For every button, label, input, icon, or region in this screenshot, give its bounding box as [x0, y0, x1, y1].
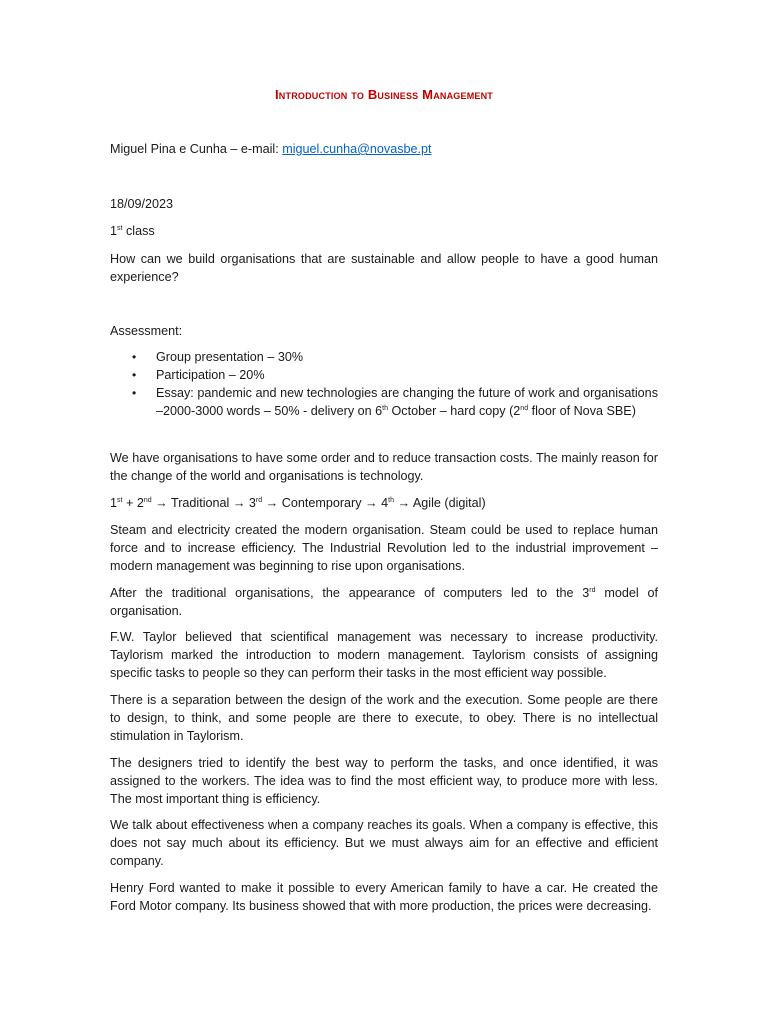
- paragraph-separation: There is a separation between the design of the work and the execution. Some people are there to design, to think, and some people are there to execute, to obey. There is no intellectual stimulation in Taylorism.: [110, 693, 658, 743]
- models-text: → Contemporary → 4: [262, 496, 389, 510]
- ordinal-sup: nd: [520, 405, 529, 412]
- ordinal-sup: th: [382, 405, 388, 412]
- class-text: class: [122, 224, 155, 238]
- class-line: [110, 222, 658, 240]
- ordinal-sup: nd: [143, 497, 152, 504]
- paragraph-computers: [110, 584, 658, 620]
- author-text: Miguel Pina e Cunha – e-mail:: [110, 142, 283, 156]
- models-line: [110, 494, 658, 512]
- assessment-label: Assessment:: [110, 324, 183, 338]
- class-ordinal: st: [117, 225, 123, 232]
- paragraph-text: After the traditional organisations, the appearance of computers led to the 3: [110, 586, 590, 600]
- bullet-icon: •: [132, 386, 137, 400]
- ordinal-sup: th: [388, 497, 394, 504]
- paragraph-steam: Steam and electricity created the modern organisation. Steam could be used to replace human force and to increase efficiency. The Industrial Revolution led to the industrial improvement – modern management was beginning to rise upon organisations.: [110, 523, 658, 573]
- models-text: → Agile (digital): [393, 496, 486, 510]
- paragraph-organisations: We have organisations to have some order and to reduce transaction costs. The mainly reason for the change of the world and organisations is technology.: [110, 451, 658, 483]
- ordinal-sup: st: [117, 497, 123, 504]
- paragraph-text: model of organisation.: [110, 586, 658, 618]
- email-link[interactable]: miguel.cunha@novasbe.pt: [282, 142, 432, 156]
- list-item-text: floor of Nova SBE): [528, 404, 636, 418]
- ordinal-sup: rd: [255, 497, 263, 504]
- paragraph-ford: Henry Ford wanted to make it possible to every American family to have a car. He created the Ford Motor company. Its business showed that with more production, the prices were decreasing.: [110, 881, 658, 913]
- list-item: [110, 348, 658, 366]
- bullet-icon: •: [132, 368, 137, 382]
- author-line: [110, 140, 658, 158]
- list-item-text: October – hard copy (2: [387, 404, 521, 418]
- paragraph-effectiveness: We talk about effectiveness when a company reaches its goals. When a company is effective, this does not say much about its efficiency. But we must always aim for an effective and efficient company.: [110, 818, 658, 868]
- list-item-text: Essay: pandemic and new technologies are changing the future of work and organisations –2000-3000 words – 50% - delivery on 6: [156, 386, 658, 418]
- paragraph-taylor: F.W. Taylor believed that scientifical management was necessary to increase productivity. Taylorism marked the introduction to modern management. Taylorism consists of assigning specific tasks to people so they can perform their tasks in the most efficient way possible.: [110, 630, 658, 680]
- ordinal-sup: rd: [589, 587, 596, 594]
- date-line: 18/09/2023: [110, 197, 174, 211]
- assessment-list: [110, 348, 658, 420]
- list-item: [110, 366, 658, 384]
- class-number: 1: [110, 224, 118, 238]
- list-item-text: Participation – 20%: [156, 368, 265, 382]
- list-item: [110, 384, 658, 420]
- bullet-icon: •: [132, 350, 137, 364]
- document-title: Introduction to Business Management: [274, 87, 493, 102]
- models-text: 1: [110, 496, 118, 510]
- models-text: + 2: [122, 496, 144, 510]
- question-paragraph: How can we build organisations that are sustainable and allow people to have a good human experience?: [110, 252, 658, 284]
- paragraph-designers: The designers tried to identify the best way to perform the tasks, and once identified, it was assigned to the workers. The idea was to find the most efficient way, to produce more with less. The most important thing is efficiency.: [110, 756, 658, 806]
- list-item-text: Group presentation – 30%: [156, 350, 304, 364]
- models-text: → Traditional → 3: [151, 496, 256, 510]
